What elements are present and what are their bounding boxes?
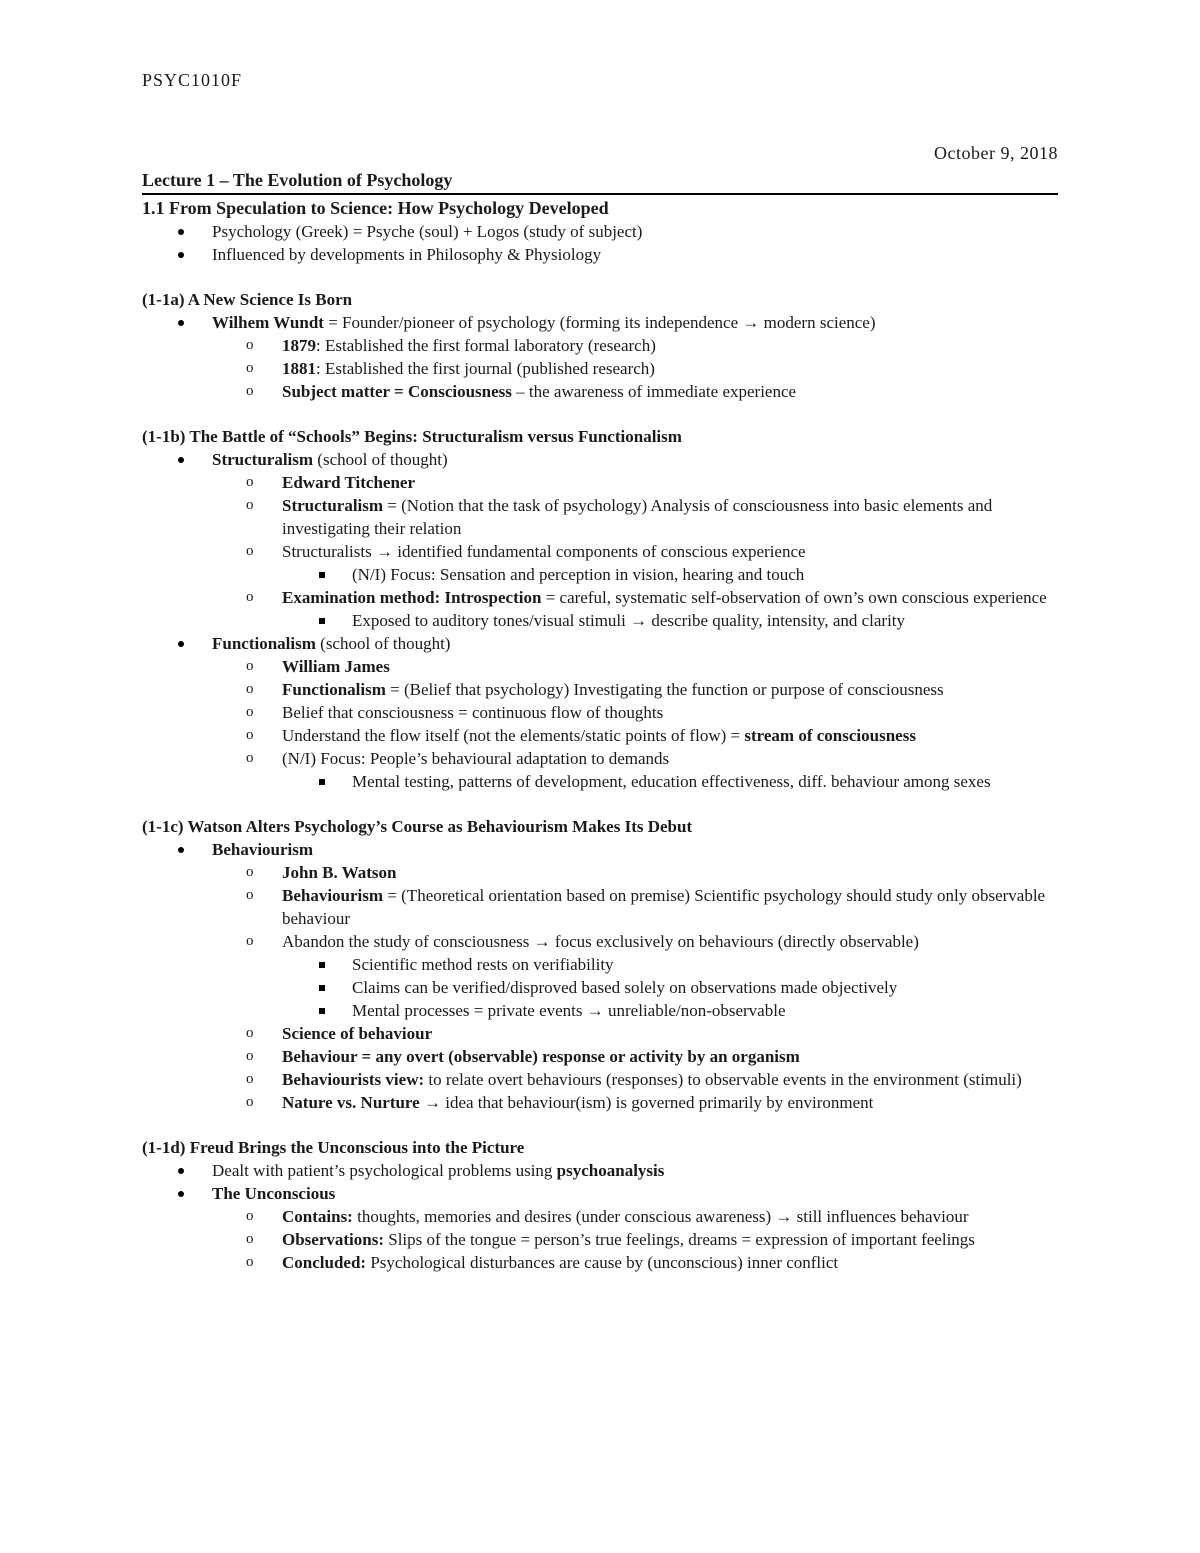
- bold-term: Behaviourism: [282, 886, 384, 905]
- list-item: o (N/I) Focus: People’s behavioural adaptation to demands: [142, 747, 1058, 770]
- bold-term: Edward Titchener: [282, 473, 416, 492]
- list-item: [142, 586, 1058, 609]
- bold-term: 1879: [282, 336, 316, 355]
- item-text: (school of thought): [313, 450, 448, 469]
- list-item: [142, 1182, 1058, 1205]
- item-text: = Founder/pioneer of psychology (forming its independence → modern science): [323, 313, 876, 332]
- bold-term: Wilhem Wundt: [212, 313, 324, 332]
- item-text: Slips of the tongue = person’s true feelings, dreams = expression of important feelings: [384, 1230, 975, 1249]
- list-item: [142, 494, 1058, 540]
- list-item: [142, 357, 1058, 380]
- list-item: Mental processes = private events → unreliable/non-observable: [142, 999, 1058, 1022]
- list-item: Mental testing, patterns of development, education effectiveness, diff. behaviour among sexes: [142, 770, 1058, 793]
- page-header: PSYC1010F: [142, 70, 243, 90]
- bold-term: Behaviour = any overt (observable) response or activity by an organism: [282, 1047, 800, 1066]
- list-item: [142, 1251, 1058, 1274]
- item-text: Psychological disturbances are cause by (unconscious) inner conflict: [366, 1253, 839, 1272]
- bullet-list: [142, 471, 1058, 563]
- subsection-heading: (1-1d) Freud Brings the Unconscious into the Picture: [142, 1138, 525, 1157]
- notes-content: [142, 168, 1058, 1274]
- item-text: thoughts, memories and desires (under conscious awareness) → still influences behaviour: [352, 1207, 969, 1226]
- bullet-list: [142, 953, 1058, 1022]
- list-item: [142, 311, 1058, 334]
- bold-term: Examination method: Introspection: [282, 588, 542, 607]
- list-item: o Belief that consciousness = continuous flow of thoughts: [142, 701, 1058, 724]
- list-item: [142, 632, 1058, 655]
- item-text: Dealt with patient’s psychological problems using: [212, 1161, 557, 1180]
- bullet-list: [142, 1205, 1058, 1274]
- bullet-list: [142, 586, 1058, 609]
- bold-term: John B. Watson: [282, 863, 397, 882]
- bullet-list: [142, 838, 1058, 861]
- bullet-list: [142, 220, 1058, 266]
- bold-term: Nature vs. Nurture: [282, 1093, 420, 1112]
- list-item: o Abandon the study of consciousness → focus exclusively on behaviours (directly observable): [142, 930, 1058, 953]
- list-item: [142, 380, 1058, 403]
- item-text: = (Theoretical orientation based on premise) Scientific psychology should study only observable behaviour: [282, 886, 1046, 928]
- list-item: [142, 471, 1058, 494]
- list-item: [142, 334, 1058, 357]
- list-item: [142, 448, 1058, 471]
- item-text: : Established the first journal (published research): [316, 359, 655, 378]
- bold-term: Functionalism: [282, 680, 386, 699]
- list-item: [142, 884, 1058, 930]
- bold-term: stream of consciousness: [744, 726, 916, 745]
- bullet-list: [142, 1022, 1058, 1114]
- list-item: Psychology (Greek) = Psyche (soul) + Logos (study of subject): [142, 220, 1058, 243]
- list-item: Exposed to auditory tones/visual stimuli → describe quality, intensity, and clarity: [142, 609, 1058, 632]
- bullet-list: [142, 563, 1058, 586]
- item-text: = careful, systematic self-observation of own’s own conscious experience: [541, 588, 1047, 607]
- bold-term: Behaviourists view:: [282, 1070, 425, 1089]
- item-text: = (Notion that the task of psychology) Analysis of consciousness into basic elements and investigating their relation: [282, 496, 993, 538]
- bullet-list: [142, 311, 1058, 334]
- bullet-list: [142, 632, 1058, 655]
- item-text: (school of thought): [315, 634, 451, 653]
- bold-term: 1881: [282, 359, 316, 378]
- item-text: = (Belief that psychology) Investigating the function or purpose of consciousness: [385, 680, 944, 699]
- section-heading: 1.1 From Speculation to Science: How Psychology Developed: [142, 198, 609, 218]
- bullet-list: [142, 334, 1058, 403]
- bold-term: Functionalism: [212, 634, 316, 653]
- bold-term: Contains:: [282, 1207, 353, 1226]
- list-item: Claims can be verified/disproved based solely on observations made objectively: [142, 976, 1058, 999]
- bullet-list: [142, 609, 1058, 632]
- bullet-list: [142, 861, 1058, 953]
- list-item: [142, 1205, 1058, 1228]
- bullet-list: [142, 770, 1058, 793]
- list-item: Influenced by developments in Philosophy & Physiology: [142, 243, 1058, 266]
- bold-term: William James: [282, 657, 390, 676]
- list-item: [142, 655, 1058, 678]
- list-item: o Structuralists → identified fundamental components of conscious experience: [142, 540, 1058, 563]
- list-item: Scientific method rests on verifiability: [142, 953, 1058, 976]
- item-text: → idea that behaviour(ism) is governed primarily by environment: [419, 1093, 874, 1112]
- lecture-title: Lecture 1 – The Evolution of Psychology: [142, 168, 1058, 195]
- item-text: : Established the first formal laboratory (research): [316, 336, 656, 355]
- subsection-heading: (1-1b) The Battle of “Schools” Begins: Structuralism versus Functionalism: [142, 427, 682, 446]
- list-item: [142, 861, 1058, 884]
- bold-term: Concluded:: [282, 1253, 367, 1272]
- lecture-date: October 9, 2018: [934, 143, 1058, 163]
- bullet-list: [142, 448, 1058, 471]
- list-item: [142, 1068, 1058, 1091]
- bullet-list: [142, 1159, 1058, 1205]
- bold-term: Behaviourism: [212, 840, 314, 859]
- list-item: [142, 1091, 1058, 1114]
- bold-term: Structuralism: [212, 450, 314, 469]
- bold-term: psychoanalysis: [556, 1161, 665, 1180]
- item-text: Understand the flow itself (not the elements/static points of flow) =: [282, 726, 745, 745]
- item-text: – the awareness of immediate experience: [511, 382, 797, 401]
- list-item: [142, 838, 1058, 861]
- list-item: (N/I) Focus: Sensation and perception in vision, hearing and touch: [142, 563, 1058, 586]
- list-item: [142, 1159, 1058, 1182]
- list-item: [142, 1045, 1058, 1068]
- bold-term: Subject matter = Consciousness: [282, 382, 512, 401]
- item-text: to relate overt behaviours (responses) to observable events in the environment (stimuli): [424, 1070, 1022, 1089]
- subsection-heading: (1-1c) Watson Alters Psychology’s Course as Behaviourism Makes Its Debut: [142, 817, 693, 836]
- bold-term: Observations:: [282, 1230, 384, 1249]
- list-item: [142, 1228, 1058, 1251]
- bold-term: The Unconscious: [212, 1184, 336, 1203]
- list-item: [142, 678, 1058, 701]
- list-item: [142, 724, 1058, 747]
- subsection-heading: (1-1a) A New Science Is Born: [142, 290, 353, 309]
- bullet-list: [142, 655, 1058, 770]
- list-item: [142, 1022, 1058, 1045]
- bold-term: Structuralism: [282, 496, 384, 515]
- bold-term: Science of behaviour: [282, 1024, 433, 1043]
